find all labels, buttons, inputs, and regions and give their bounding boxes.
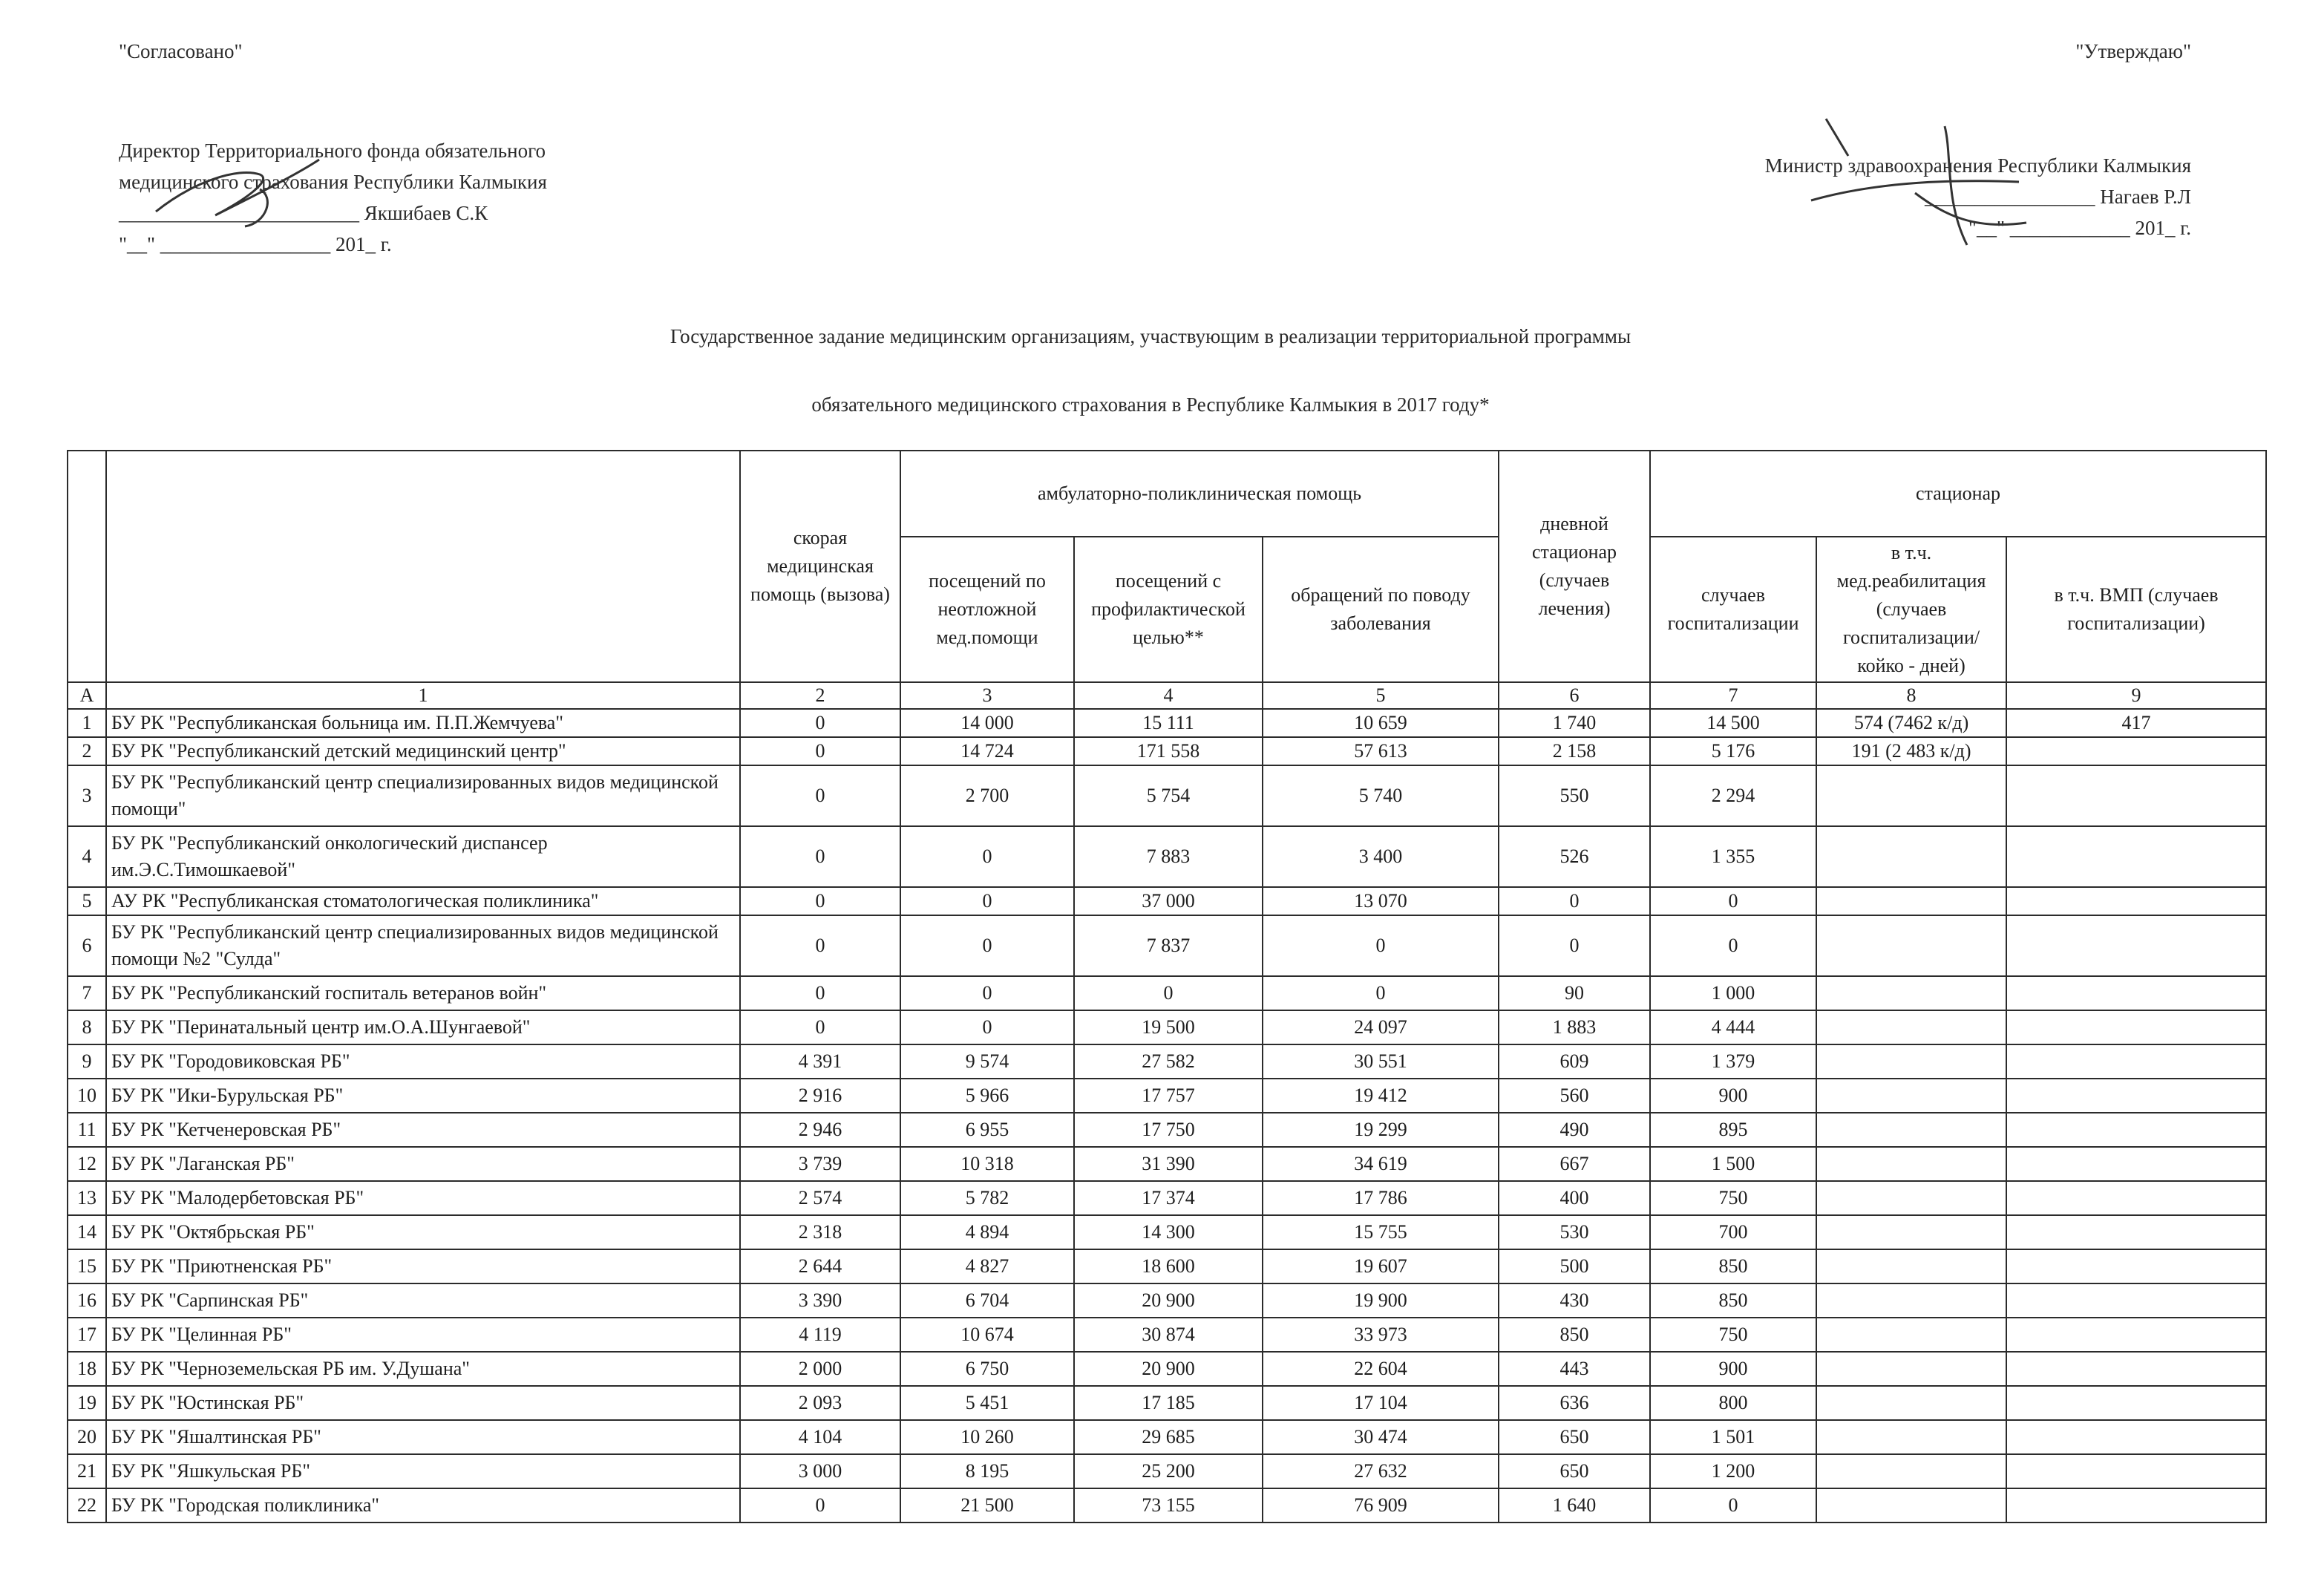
table-cell: 0 [1263,915,1499,976]
organization-name: БУ РК "Ики-Бурульская РБ" [106,1079,740,1113]
table-cell: 0 [740,765,900,826]
table-cell: 609 [1499,1044,1650,1079]
column-index: 2 [740,682,900,709]
table-cell [1816,1215,2006,1249]
table-cell: 18 600 [1074,1249,1263,1283]
left-approval-line: Директор Территориального фонда обязательного [119,140,546,162]
organization-name: БУ РК "Республиканский госпиталь ветеранов войн" [106,976,740,1010]
table-cell: 73 155 [1074,1488,1263,1523]
table-cell: 0 [1650,915,1816,976]
right-approval-line: "__" ____________ 201_ г. [1968,217,2191,239]
organization-name: БУ РК "Республиканский центр специализированных видов медицинской помощи" [106,765,740,826]
table-row [68,887,2266,915]
table-cell: 0 [900,826,1074,887]
table-cell: 2 916 [740,1079,900,1113]
table-cell: 17 374 [1074,1181,1263,1215]
table-cell [2006,1488,2266,1523]
table-cell [1816,887,2006,915]
table-cell: 900 [1650,1352,1816,1386]
row-number: 12 [68,1147,106,1181]
header-rehab: в т.ч. мед.реабилитация (случаев госпитализации/ койко - дней) [1816,537,2006,682]
header-outpatient-group: амбулаторно-поликлиническая помощь [900,451,1499,537]
table-cell: 90 [1499,976,1650,1010]
table-cell: 19 607 [1263,1249,1499,1283]
table-row [68,1352,2266,1386]
table-cell: 1 355 [1650,826,1816,887]
table-cell: 1 500 [1650,1147,1816,1181]
table-cell: 650 [1499,1420,1650,1454]
row-number: 13 [68,1181,106,1215]
table-cell [1816,915,2006,976]
table-row [68,1249,2266,1283]
row-number: 7 [68,976,106,1010]
table-cell [2006,1181,2266,1215]
table-cell [2006,1010,2266,1044]
table-cell: 3 000 [740,1454,900,1488]
table-cell [2006,826,2266,887]
table-cell: 30 874 [1074,1318,1263,1352]
table-cell: 1 200 [1650,1454,1816,1488]
organization-name: БУ РК "Перинатальный центр им.О.А.Шунгаевой" [106,1010,740,1044]
row-number: 2 [68,737,106,765]
table-cell: 19 299 [1263,1113,1499,1147]
table-cell: 574 (7462 к/д) [1816,709,2006,737]
table-cell: 15 755 [1263,1215,1499,1249]
table-cell: 895 [1650,1113,1816,1147]
table-cell: 1 501 [1650,1420,1816,1454]
table-cell: 30 474 [1263,1420,1499,1454]
table-cell [1816,1352,2006,1386]
table-cell: 900 [1650,1079,1816,1113]
table-cell: 10 659 [1263,709,1499,737]
header-row-top [68,451,2266,537]
table-cell: 17 104 [1263,1386,1499,1420]
table-cell: 2 946 [740,1113,900,1147]
table-cell: 750 [1650,1318,1816,1352]
column-index-row [68,682,2266,709]
column-index: 6 [1499,682,1650,709]
organization-name: БУ РК "Республиканский центр специализированных видов медицинской помощи №2 "Сулда" [106,915,740,976]
table-row [68,1079,2266,1113]
table-cell: 0 [1074,976,1263,1010]
table-cell: 15 111 [1074,709,1263,737]
column-index: А [68,682,106,709]
table-cell [1816,1488,2006,1523]
table-cell [2006,1215,2266,1249]
organization-name: БУ РК "Целинная РБ" [106,1318,740,1352]
table-cell: 3 400 [1263,826,1499,887]
organization-name: БУ РК "Сарпинская РБ" [106,1283,740,1318]
table-cell: 0 [1650,887,1816,915]
table-cell [1816,1113,2006,1147]
table-cell: 17 757 [1074,1079,1263,1113]
table-cell: 2 000 [740,1352,900,1386]
table-cell: 1 883 [1499,1010,1650,1044]
organization-name: АУ РК "Республиканская стоматологическая поликлиника" [106,887,740,915]
table-cell: 5 740 [1263,765,1499,826]
left-approval-line: ________________________ Якшибаев С.К [119,202,488,224]
table-cell [1816,826,2006,887]
table-body [68,709,2266,1523]
table-cell: 19 500 [1074,1010,1263,1044]
header-urgent-visits: посещений по неотложной мед.помощи [900,537,1074,682]
column-index: 5 [1263,682,1499,709]
row-number: 20 [68,1420,106,1454]
left-signature-scribble [148,152,341,234]
table-cell [2006,1147,2266,1181]
table-cell: 33 973 [1263,1318,1499,1352]
column-index: 1 [106,682,740,709]
table-cell [2006,1352,2266,1386]
table-cell: 550 [1499,765,1650,826]
row-number: 21 [68,1454,106,1488]
table-cell: 0 [900,1010,1074,1044]
table-cell: 10 318 [900,1147,1074,1181]
table-cell [1816,1044,2006,1079]
table-cell [2006,737,2266,765]
table-cell [2006,1454,2266,1488]
table-cell: 2 158 [1499,737,1650,765]
row-number: 6 [68,915,106,976]
header-hmp: в т.ч. ВМП (случаев госпитализации) [2006,537,2266,682]
header-hospital-cases: случаев госпитализации [1650,537,1816,682]
header-blank-num [68,451,106,682]
row-number: 19 [68,1386,106,1420]
organization-name: БУ РК "Приютненская РБ" [106,1249,740,1283]
table-cell: 2 294 [1650,765,1816,826]
table-cell [2006,1420,2266,1454]
organization-name: БУ РК "Яшалтинская РБ" [106,1420,740,1454]
table-cell [1816,1283,2006,1318]
row-number: 10 [68,1079,106,1113]
table-cell: 5 966 [900,1079,1074,1113]
table-cell: 171 558 [1074,737,1263,765]
table-cell: 0 [1263,976,1499,1010]
organization-name: БУ РК "Республиканский детский медицинский центр" [106,737,740,765]
table-cell: 2 574 [740,1181,900,1215]
table-cell: 0 [900,976,1074,1010]
table-cell: 19 412 [1263,1079,1499,1113]
table-cell: 490 [1499,1113,1650,1147]
left-approval-line: медицинского страхования Республики Калмыкия [119,171,547,193]
table-row [68,1044,2266,1079]
table-cell [1816,1386,2006,1420]
table-cell: 14 724 [900,737,1074,765]
table-cell: 2 093 [740,1386,900,1420]
organization-name: БУ РК "Октябрьская РБ" [106,1215,740,1249]
approved-label: "Утверждаю" [2075,40,2191,62]
table-cell: 4 827 [900,1249,1074,1283]
table-cell: 6 750 [900,1352,1074,1386]
table-cell [2006,1079,2266,1113]
table-cell: 7 837 [1074,915,1263,976]
row-number: 1 [68,709,106,737]
table-cell: 19 900 [1263,1283,1499,1318]
table-cell: 0 [740,1010,900,1044]
table-cell: 4 391 [740,1044,900,1079]
table-cell: 27 632 [1263,1454,1499,1488]
left-approval-line: "__" _________________ 201_ г. [119,233,392,255]
document-title-line-1: Государственное задание медицинским организациям, участвующим в реализации территориальной программы [670,325,1631,347]
row-number: 3 [68,765,106,826]
table-cell: 8 195 [900,1454,1074,1488]
table-cell: 0 [740,887,900,915]
table-cell: 417 [2006,709,2266,737]
table-row [68,709,2266,737]
right-approval-line: _________________ Нагаев Р.Л [1925,186,2191,208]
table-cell: 5 176 [1650,737,1816,765]
table-cell: 20 900 [1074,1283,1263,1318]
table-cell [1816,1318,2006,1352]
table-cell: 700 [1650,1215,1816,1249]
table-row [68,1215,2266,1249]
table-row [68,1420,2266,1454]
table-cell: 430 [1499,1283,1650,1318]
header-blank-name [106,451,740,682]
organization-name: БУ РК "Черноземельская РБ им. У.Душана" [106,1352,740,1386]
table-cell: 17 185 [1074,1386,1263,1420]
row-number: 15 [68,1249,106,1283]
table-cell: 530 [1499,1215,1650,1249]
table-cell: 850 [1650,1249,1816,1283]
table-row [68,765,2266,826]
row-number: 16 [68,1283,106,1318]
agreed-label: "Согласовано" [119,40,243,62]
table-cell [2006,1386,2266,1420]
table-cell [1816,1010,2006,1044]
column-index: 4 [1074,682,1263,709]
table-cell [2006,1318,2266,1352]
column-index: 7 [1650,682,1816,709]
right-signature-scribble [1796,111,2041,260]
table-cell: 667 [1499,1147,1650,1181]
organization-name: БУ РК "Юстинская РБ" [106,1386,740,1420]
table-cell: 0 [740,826,900,887]
header-emergency: скорая медицинская помощь (вызова) [740,451,900,682]
table-row [68,737,2266,765]
table-cell: 9 574 [900,1044,1074,1079]
state-assignment-table [67,450,2267,1523]
organization-name: БУ РК "Яшкульская РБ" [106,1454,740,1488]
table-cell: 0 [1499,915,1650,976]
table-row [68,1147,2266,1181]
table-cell: 6 704 [900,1283,1074,1318]
document-title-line-2: обязательного медицинского страхования в Республике Калмыкия в 2017 году* [811,393,1490,416]
table-cell: 29 685 [1074,1420,1263,1454]
table-cell [2006,1044,2266,1079]
table-cell: 1 000 [1650,976,1816,1010]
table-cell [1816,765,2006,826]
table-cell: 76 909 [1263,1488,1499,1523]
table-cell: 5 754 [1074,765,1263,826]
table-cell: 0 [1499,887,1650,915]
table-cell: 1 640 [1499,1488,1650,1523]
table-cell [1816,1454,2006,1488]
table-row [68,1488,2266,1523]
table-cell: 560 [1499,1079,1650,1113]
table-cell: 3 390 [740,1283,900,1318]
table-cell: 10 260 [900,1420,1074,1454]
organization-name: БУ РК "Городовиковская РБ" [106,1044,740,1079]
table-cell [2006,887,2266,915]
table-cell: 800 [1650,1386,1816,1420]
column-index: 9 [2006,682,2266,709]
table-row [68,1283,2266,1318]
header-prophylactic-visits: посещений с профилактической целью** [1074,537,1263,682]
table-row [68,1318,2266,1352]
table-cell: 0 [740,709,900,737]
table-cell: 31 390 [1074,1147,1263,1181]
table-cell: 24 097 [1263,1010,1499,1044]
table-cell [1816,1079,2006,1113]
table-cell: 3 739 [740,1147,900,1181]
table-cell: 20 900 [1074,1352,1263,1386]
table-cell: 0 [740,737,900,765]
table-cell: 22 604 [1263,1352,1499,1386]
table-cell: 2 644 [740,1249,900,1283]
organization-name: БУ РК "Малодербетовская РБ" [106,1181,740,1215]
table-cell: 5 782 [900,1181,1074,1215]
table-cell: 34 619 [1263,1147,1499,1181]
table-cell: 750 [1650,1181,1816,1215]
table-cell: 850 [1499,1318,1650,1352]
table-cell [1816,1420,2006,1454]
table-cell: 27 582 [1074,1044,1263,1079]
row-number: 22 [68,1488,106,1523]
column-index: 8 [1816,682,2006,709]
table-cell: 0 [900,887,1074,915]
header-day-hospital: дневной стационар (случаев лечения) [1499,451,1650,682]
table-cell: 526 [1499,826,1650,887]
header-disease-visits: обращений по поводу заболевания [1263,537,1499,682]
table-cell: 7 883 [1074,826,1263,887]
row-number: 11 [68,1113,106,1147]
table-cell: 14 500 [1650,709,1816,737]
table-cell: 13 070 [1263,887,1499,915]
table-cell: 191 (2 483 к/д) [1816,737,2006,765]
table-row [68,915,2266,976]
table-cell [1816,1147,2006,1181]
table-cell: 443 [1499,1352,1650,1386]
row-number: 4 [68,826,106,887]
row-number: 9 [68,1044,106,1079]
table-cell [1816,976,2006,1010]
table-cell: 30 551 [1263,1044,1499,1079]
row-number: 8 [68,1010,106,1044]
row-number: 17 [68,1318,106,1352]
table-cell: 5 451 [900,1386,1074,1420]
header-hospital-group: стационар [1650,451,2266,537]
table-cell: 4 104 [740,1420,900,1454]
table-cell: 2 318 [740,1215,900,1249]
table-cell: 17 750 [1074,1113,1263,1147]
table-cell: 0 [900,915,1074,976]
organization-name: БУ РК "Городская поликлиника" [106,1488,740,1523]
table-row [68,976,2266,1010]
table-cell [1816,1249,2006,1283]
organization-name: БУ РК "Республиканская больница им. П.П.Жемчуева" [106,709,740,737]
row-number: 18 [68,1352,106,1386]
table-cell: 0 [740,976,900,1010]
table-cell: 4 444 [1650,1010,1816,1044]
table-cell: 4 894 [900,1215,1074,1249]
table-cell [2006,1113,2266,1147]
table-cell: 6 955 [900,1113,1074,1147]
table-cell: 1 379 [1650,1044,1816,1079]
table-cell [1816,1181,2006,1215]
organization-name: БУ РК "Кетченеровская РБ" [106,1113,740,1147]
table-cell: 2 700 [900,765,1074,826]
table-cell [2006,1249,2266,1283]
table-cell: 4 119 [740,1318,900,1352]
table-cell: 850 [1650,1283,1816,1318]
organization-name: БУ РК "Лаганская РБ" [106,1147,740,1181]
table-cell: 14 000 [900,709,1074,737]
table-row [68,1386,2266,1420]
table-cell: 37 000 [1074,887,1263,915]
table-cell [2006,1283,2266,1318]
row-number: 14 [68,1215,106,1249]
table-cell [2006,765,2266,826]
table-cell: 57 613 [1263,737,1499,765]
table-row [68,1113,2266,1147]
row-number: 5 [68,887,106,915]
table-cell: 1 740 [1499,709,1650,737]
right-approval-line: Министр здравоохранения Республики Калмыкия [1764,154,2191,177]
table-cell: 10 674 [900,1318,1074,1352]
table-cell: 21 500 [900,1488,1074,1523]
table-row [68,1181,2266,1215]
organization-name: БУ РК "Республиканский онкологический диспансер им.Э.С.Тимошкаевой" [106,826,740,887]
table-row [68,1454,2266,1488]
table-cell [2006,976,2266,1010]
table-cell: 17 786 [1263,1181,1499,1215]
table-cell: 400 [1499,1181,1650,1215]
table-cell [2006,915,2266,976]
table-row [68,1010,2266,1044]
table-cell: 0 [740,915,900,976]
table-cell: 636 [1499,1386,1650,1420]
table-cell: 0 [740,1488,900,1523]
column-index: 3 [900,682,1074,709]
table-cell: 650 [1499,1454,1650,1488]
table-cell: 500 [1499,1249,1650,1283]
table-cell: 0 [1650,1488,1816,1523]
table-cell: 25 200 [1074,1454,1263,1488]
table-cell: 14 300 [1074,1215,1263,1249]
table-row [68,826,2266,887]
